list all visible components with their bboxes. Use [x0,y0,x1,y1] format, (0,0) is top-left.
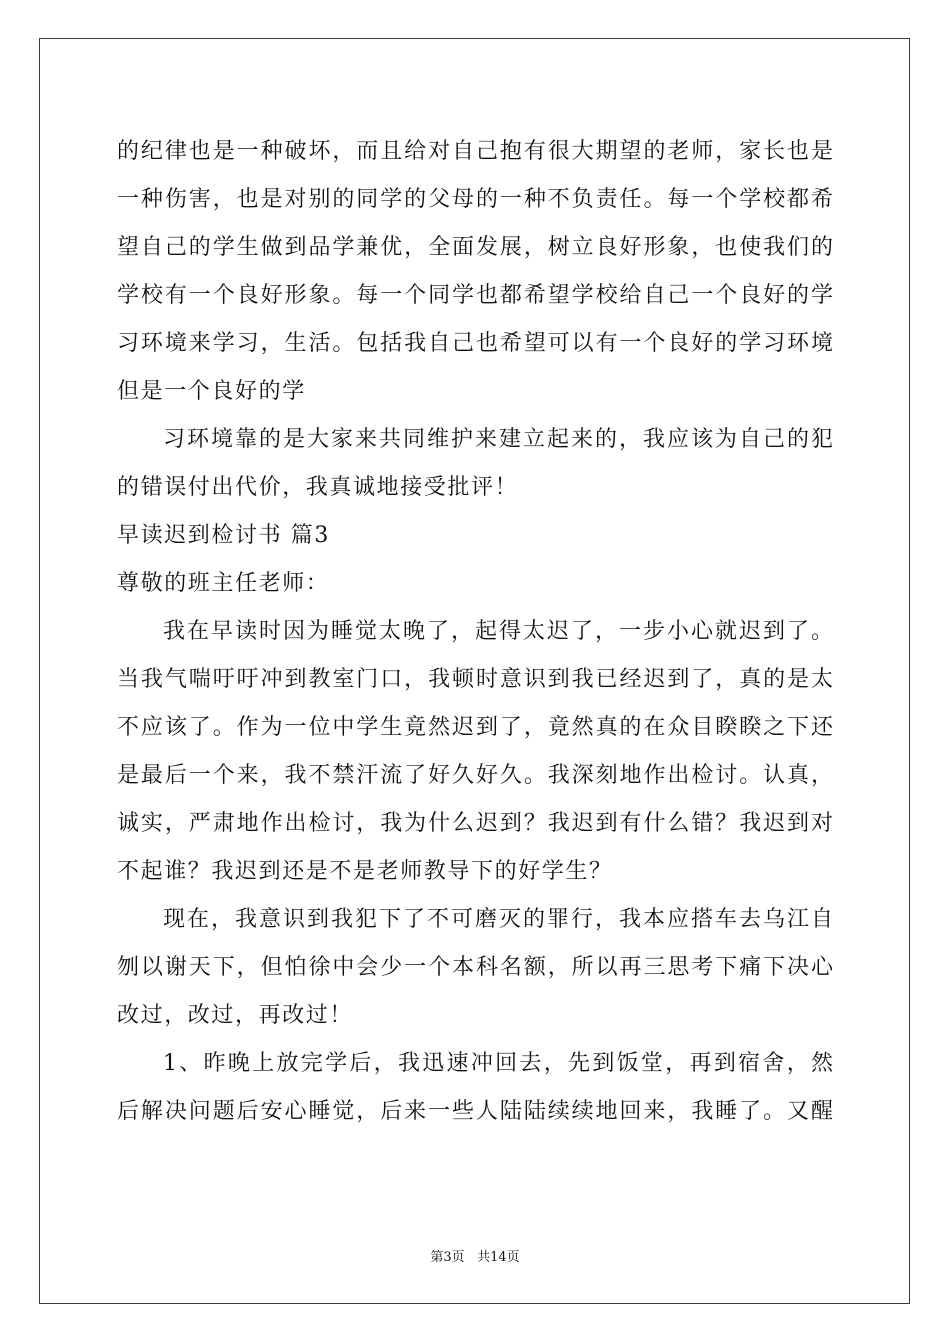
paragraph-first-line: 1、昨晚上放完学后，我迅速冲回去，先到饭堂，再到宿舍，然 [163,1051,833,1076]
salutation: 尊敬的班主任老师： [117,571,330,596]
text-line: 望自己的学生做到品学兼优，全面发展，树立良好形象，也使我们的 [117,235,833,260]
text-line: 的错误付出代价，我真诚地接受批评！ [117,475,519,500]
text-line: 诚实，严肃地作出检讨，我为什么迟到？我迟到有什么错？我迟到对 [117,811,833,836]
section-heading: 早读迟到检讨书 篇3 [117,523,330,548]
text-line: 刎以谢天下，但怕徐中会少一个本科名额，所以再三思考下痛下决心 [117,955,833,980]
text-line: 不应该了。作为一位中学生竟然迟到了，竟然真的在众目睽睽之下还 [117,715,833,740]
text-line: 习环境来学习，生活。包括我自己也希望可以有一个良好的学习环境 [117,331,833,356]
text-line: 是最后一个来，我不禁汗流了好久好久。我深刻地作出检讨。认真， [117,763,833,788]
text-line: 一种伤害，也是对别的同学的父母的一种不负责任。每一个学校都希 [117,187,833,212]
document-body [117,128,833,1136]
paragraph-first-line: 现在，我意识到我犯下了不可磨灭的罪行，我本应搭车去乌江自 [163,907,833,932]
text-line: 改过，改过，再改过！ [117,1003,354,1028]
paragraph-first-line: 习环境靠的是大家来共同维护来建立起来的，我应该为自己的犯 [163,427,833,452]
paragraph-first-line: 我在早读时因为睡觉太晚了，起得太迟了，一步小心就迟到了。 [163,619,833,644]
text-line: 当我气喘吁吁冲到教室门口，我顿时意识到我已经迟到了，真的是太 [117,667,833,692]
text-line: 不起谁？我迟到还是不是老师教导下的好学生？ [117,859,613,884]
text-line: 但是一个良好的学 [117,379,306,404]
text-line: 的纪律也是一种破坏，而且给对自己抱有很大期望的老师，家长也是 [117,139,833,164]
page-total: 共14页 [477,1250,520,1265]
page-number: 第3页 [430,1250,465,1265]
text-line: 学校有一个良好形象。每一个同学也都希望学校给自己一个良好的学 [117,283,833,308]
page-footer [0,1246,950,1265]
text-line: 后解决问题后安心睡觉，后来一些人陆陆续续地回来，我睡了。又醒 [117,1099,833,1124]
